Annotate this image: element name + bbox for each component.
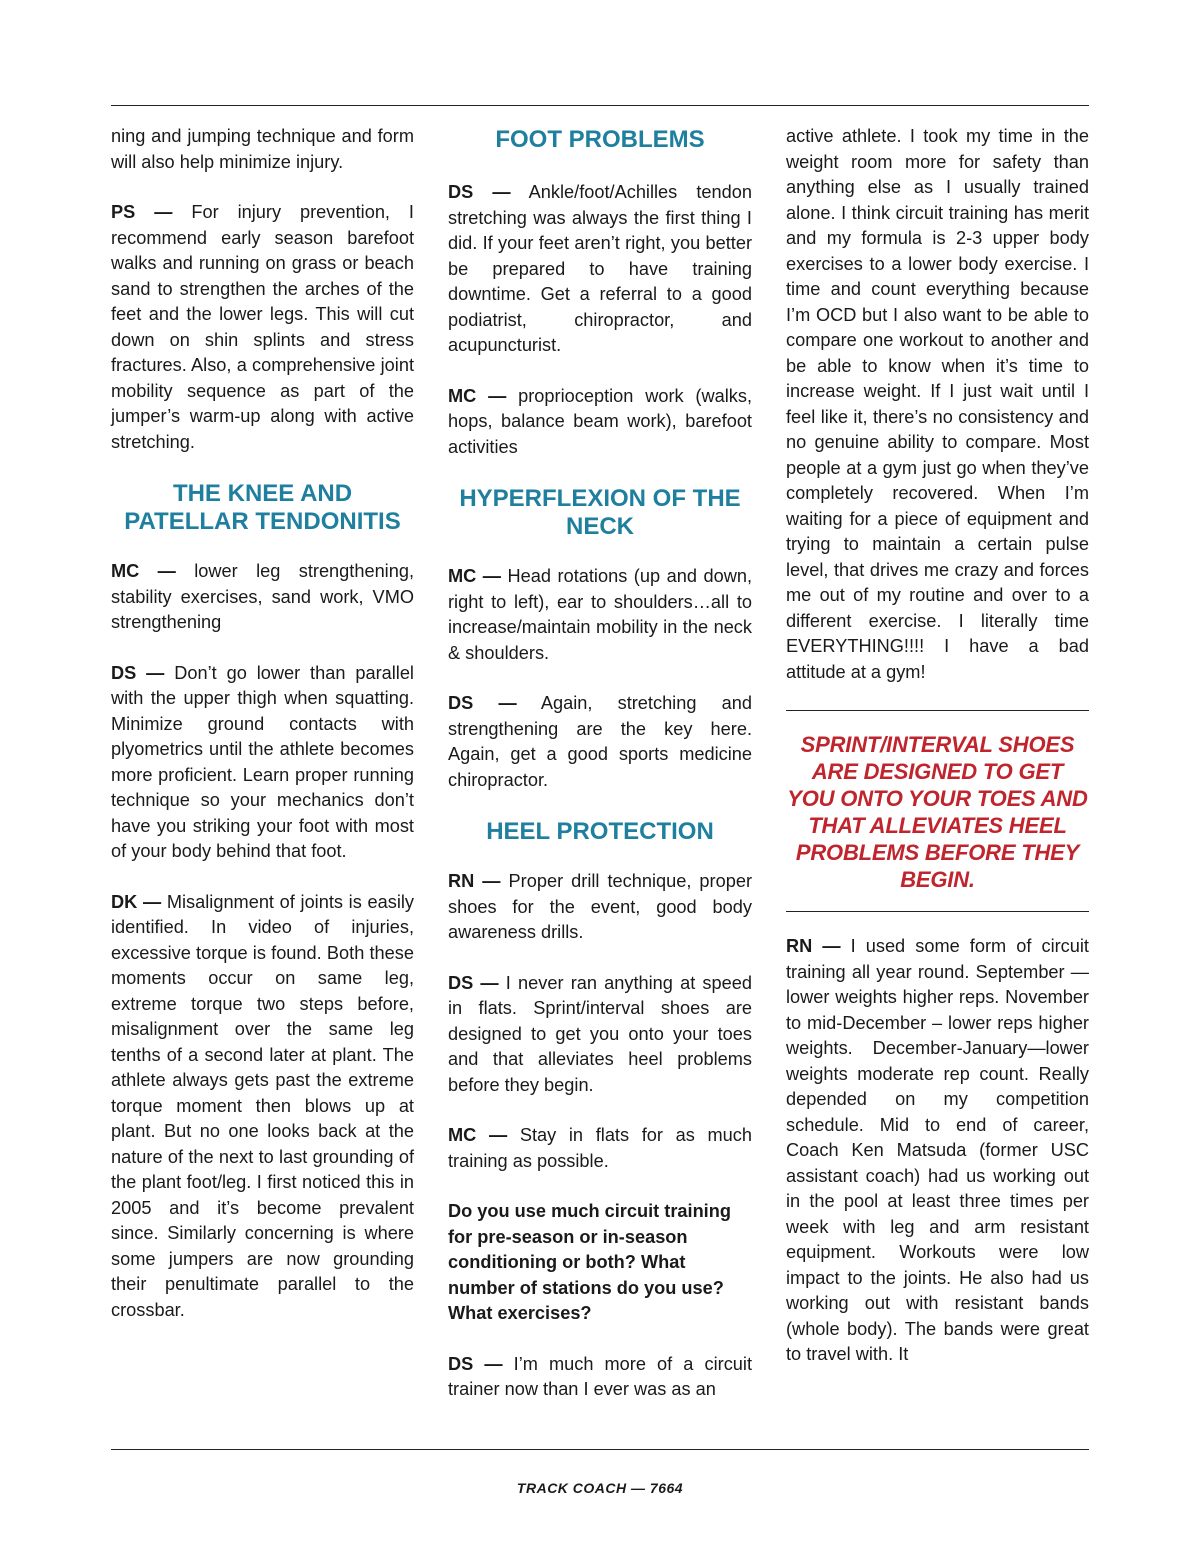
mc-answer	[111, 559, 414, 636]
column-1	[111, 124, 414, 1348]
bottom-rule	[111, 1449, 1089, 1450]
answer-text: I used some form of circuit training all year round. September — lower weights higher reps. November to mid-December – lower reps higher weights. December-January—lower weights moderate rep count. Really depended on my competition schedule. Mid to end of career, Coach Ken Matsuda (former USC assistant coach) had us working out in the pool at least three times per week with leg and arm resistant equipment. Workouts were low impact to the joints. He also had us working out with resistant bands (whole body). The bands were great to travel with. It	[786, 936, 1089, 1364]
mc-answer	[448, 384, 752, 461]
answer-text: I never ran anything at speed in flats. Sprint/interval shoes are designed to get you onto your toes and that alleviates heel problems before they begin.	[448, 972, 752, 1095]
speaker-label: DS —	[448, 182, 511, 202]
heading-foot-problems: FOOT PROBLEMS	[495, 126, 705, 153]
column-3	[786, 124, 1089, 1393]
mc-answer	[448, 564, 752, 666]
speaker-label: DK —	[111, 891, 162, 912]
interview-question: Do you use much circuit training for pre-season or in-season conditioning or both? What number of stations do you use? What exercises?	[448, 1201, 731, 1323]
answer-text: Don’t go lower than parallel with the upper thigh when squatting. Minimize ground contacts with plyometrics until the athlete becomes more proficient. Learn proper running technique so your mechanics don’t have you striking your foot with most of your body behind that foot.	[111, 662, 414, 861]
speaker-label: PS —	[111, 202, 173, 222]
rn-answer	[448, 869, 752, 946]
answer-text: Ankle/foot/Achilles tendon stretching was always the first thing I did. If your feet aren’t right, you better be prepared to have training downtime. Get a referral to a good podiatrist, chiropractor, and acupuncturist.	[448, 182, 752, 355]
ds-answer	[448, 180, 752, 359]
intro-paragraph: ning and jumping technique and form will also help minimize injury.	[111, 126, 414, 172]
column-2	[448, 124, 752, 1428]
answer-text: Head rotations (up and down, right to left), ear to shoulders…all to increase/maintain mobility in the neck & shoulders.	[448, 566, 752, 663]
speaker-label: MC —	[448, 385, 507, 406]
top-rule	[111, 105, 1089, 106]
speaker-label: DS —	[448, 1353, 503, 1374]
rn-answer	[786, 934, 1089, 1368]
speaker-label: MC —	[111, 561, 176, 581]
continued-paragraph: active athlete. I took my time in the weight room more for safety than anything else as I usually trained alone. I think circuit training has merit and my formula is 2-3 upper body exercises to a lower body exercise. I time and count everything because I’m OCD but I also want to be able to compare one workout to another and be able to know when it’s time to increase weight. If I just wait until I feel like it, there’s no consistency and no genuine ability to compare. Most people at a gym just go when they’ve completely recovered. When I’m waiting for a piece of equipment and trying to maintain a certain pulse level, that drives me crazy and forces me out of my routine and over to a different exercise. I literally time EVERYTHING!!!! I have a bad attitude at a gym!	[786, 126, 1089, 682]
dk-answer	[111, 890, 414, 1324]
speaker-label: DS —	[111, 662, 165, 683]
answer-text: Proper drill technique, proper shoes for the event, good body awareness drills.	[448, 871, 753, 942]
pull-quote-text: SPRINT/INTERVAL SHOES ARE DESIGNED TO GET YOU ONTO YOUR TOES AND THAT ALLEVIATES HEEL PROBLEMS BEFORE THEY BEGIN.	[787, 732, 1088, 892]
speaker-label: MC —	[448, 566, 501, 586]
ds-answer	[448, 971, 752, 1099]
answer-text: I’m much more of a circuit trainer now than I ever was as an	[448, 1353, 752, 1399]
answer-text: For injury prevention, I recommend early season barefoot walks and running on grass or beach sand to strengthen the arches of the feet and the lower legs. This will cut down on shin splints and stress fractures. Also, a comprehensive joint mobility sequence as part of the jumper’s warm-up along with active stretching.	[111, 202, 414, 452]
page-footer: TRACK COACH — 7664	[516, 1480, 684, 1496]
speaker-label: RN —	[786, 936, 841, 956]
ps-answer	[111, 200, 414, 455]
ds-answer	[448, 1352, 752, 1403]
speaker-label: MC —	[448, 1125, 508, 1145]
answer-text: Again, stretching and strengthening are the key here. Again, get a good sports medicine chiropractor.	[448, 693, 752, 790]
answer-text: Misalignment of joints is easily identified. In video of injuries, excessive torque is found. Both these moments occur on same leg, extreme torque two steps before, misalignment over the same leg tenths of a second later at plant. The athlete always gets past the extreme torque moment then blows up at plant. But no one looks back at the nature of the next to last grounding of the plant foot/leg. I first noticed this in 2005 and it’s become prevalent since. Similarly concerning is where some jumpers are now grounding their penultimate parallel to the crossbar.	[111, 891, 414, 1320]
speaker-label: RN —	[448, 871, 501, 891]
heading-heel-protection: HEEL PROTECTION	[486, 818, 714, 845]
ds-answer	[448, 691, 752, 793]
ds-answer	[111, 661, 414, 865]
heading-hyperflexion-neck: HYPERFLEXION OF THE NECK	[459, 485, 741, 540]
heading-knee-patellar: THE KNEE AND PATELLAR TENDONITIS	[124, 480, 401, 535]
answer-text: lower leg strengthening, stability exercises, sand work, VMO strengthening	[111, 561, 415, 632]
mc-answer	[448, 1123, 752, 1174]
answer-text: proprioception work (walks, hops, balance beam work), barefoot activities	[448, 385, 753, 457]
pull-quote	[786, 710, 1089, 912]
answer-text: Stay in flats for as much training as possible.	[448, 1125, 752, 1171]
speaker-label: DS —	[448, 693, 517, 713]
speaker-label: DS —	[448, 972, 499, 993]
